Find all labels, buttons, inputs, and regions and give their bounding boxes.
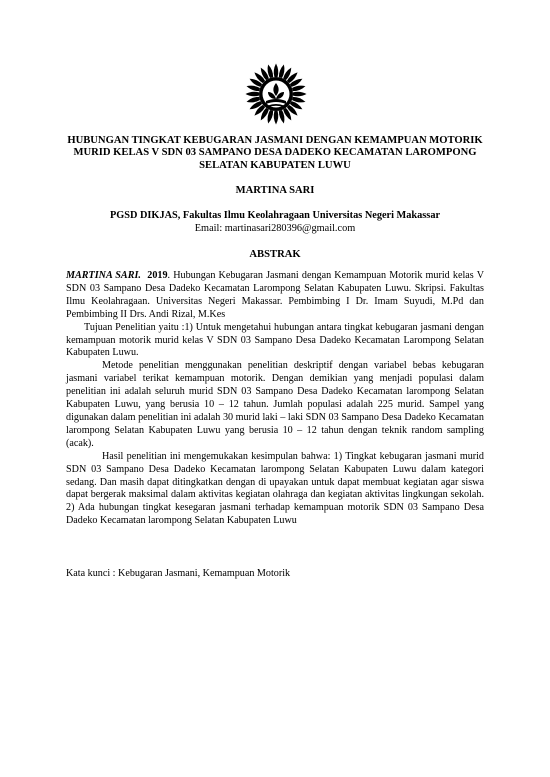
citation-author: MARTINA SARI.	[66, 270, 141, 281]
author-email: Email: martinasari280396@gmail.com	[194, 223, 356, 234]
author-affiliation: PGSD DIKJAS, Fakultas Ilmu Keolahragaan Universitas Negeri Makassar	[109, 210, 441, 221]
abstract-paragraph-method: Metode penelitian menggunakan penelitian deskriptif dengan variabel bebas kebugaran jasmani variabel terikat kemampuan motorik. Dengan demikian yang menjadi populasi dalam penelitian ini adalah seluruh murid SDN 03 Sampano Desa Dadeko Kecamatan larompong Selatan Kabupaten Luwu, yang berusia 10 – 12 tahun. Jumlah populasi adalah 225 murid. Sampel yang digunakan dalam penelitian ini adalah 30 murid laki – laki SDN 03 Sampano Desa Dadeko Kecamatan larompong Selatan Kabupaten Luwu yang berusia 10 – 12 tahun dengan teknik random sampling (acak).	[66, 360, 484, 449]
citation-year: 2019	[147, 270, 168, 281]
paper-title: HUBUNGAN TINGKAT KEBUGARAN JASMANI DENGAN KEMAMPUAN MOTORIK MURID KELAS V SDN 03 SAMPANO DESA DADEKO KECAMATAN LAROMPONG SELATAN KABUPATEN LUWU	[67, 135, 483, 171]
university-emblem-icon	[244, 62, 308, 126]
abstract-body	[66, 270, 484, 528]
abstract-paragraph-objective: Tujuan Penelitian yaitu :1) Untuk mengetahui hubungan antara tingkat kebugaran jasmani dengan kemampuan motorik murid kelas V SDN 03 Sampano Desa Dadeko Kecamatan Larompong Selatan Kabupaten Luwu.	[66, 321, 484, 359]
keywords: Kata kunci : Kebugaran Jasmani, Kemampuan Motorik	[66, 568, 291, 579]
author-name: MARTINA SARI	[235, 185, 315, 196]
abstract-citation	[66, 270, 484, 322]
citation-rest: . Hubungan Kebugaran Jasmani dengan Kemampuan Motorik murid kelas V SDN 03 Sampano Desa Dadeko Kecamatan Larompong Selatan Kabupaten Luwu. Skripsi. Fakultas Ilmu Keolahragaan. Universitas Negeri Makassar. Pembimbing I Dr. Imam Suyudi, M.Pd dan Pembimbing II Drs. Andi Rizal, M.Kes	[66, 270, 484, 320]
abstract-heading: ABSTRAK	[249, 249, 301, 260]
abstract-paragraph-results: Hasil penelitian ini mengemukakan kesimpulan bahwa: 1) Tingkat kebugaran jasmani murid SDN 03 Sampano Desa Dadeko Kecamatan larompong Selatan Kabupaten Luwu dalam kategori sedang. Dan masih dapat ditingkatkan dengan di upayakan untuk dapat membuat kegiatan agar siswa dapat bergerak maksimal dalam aktivitas kegiatan olahraga dan kegiatan aktivitas lingkungan sekolah. 2) Ada hubungan tingkat kesegaran jasmani terhadap kemampuan motorik SDN 03 Sampano Desa Dadeko Kecamatan larompong Selatan Kabupaten Luwu	[66, 450, 484, 527]
